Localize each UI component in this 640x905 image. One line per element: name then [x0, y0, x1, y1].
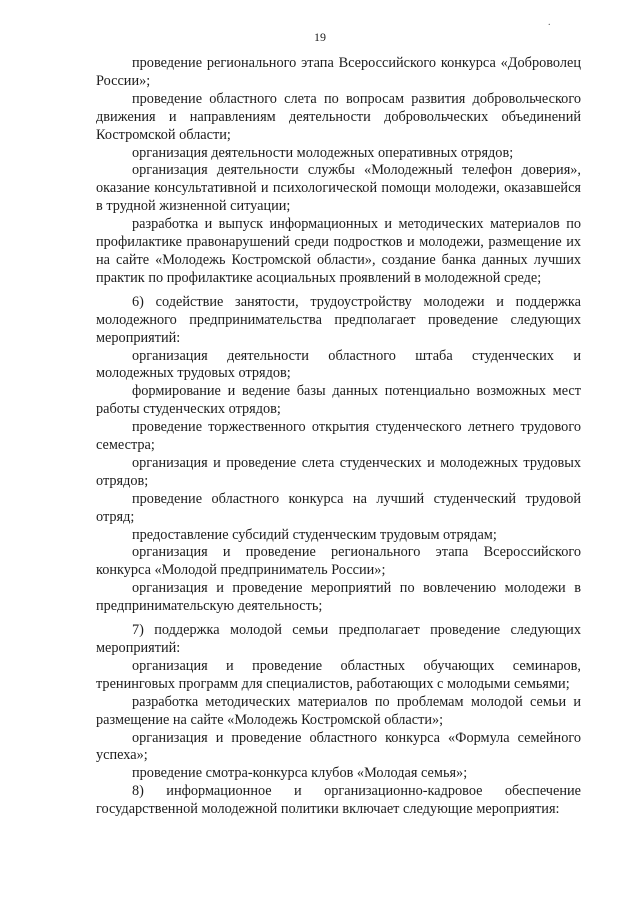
corner-mark: . [548, 17, 551, 28]
paragraph: разработка и выпуск информационных и методических материалов по профилактике правонарушений среди подростков и молодежи, размещение их на сайте «Молодежь Костромской области», создание банка данных лучших практик по профилактике асоциальных проявлений в молодежной среде; [96, 216, 581, 286]
paragraph: проведение смотра-конкурса клубов «Молодая семья»; [132, 765, 468, 782]
paragraph: предоставление субсидий студенческим трудовым отрядам; [132, 526, 497, 543]
paragraph: разработка методических материалов по проблемам молодой семьи и размещение на сайте «Молодежь Костромской области»; [96, 693, 581, 728]
paragraph: формирование и ведение базы данных потенциально возможных мест работы студенческих отрядов; [96, 383, 581, 418]
paragraph: организация деятельности молодежных оперативных отрядов; [132, 144, 514, 161]
paragraph: проведение регионального этапа Всероссийского конкурса «Доброволец России»; [96, 55, 581, 89]
paragraph: организация и проведение слета студенческих и молодежных трудовых отрядов; [96, 454, 581, 489]
paragraph: организация и проведение мероприятий по вовлечению молодежи в предпринимательскую деятельность; [96, 580, 581, 615]
paragraph: проведение областного конкурса на лучший студенческий трудовой отряд; [96, 490, 581, 525]
section-item-7: 7) поддержка молодой семьи предполагает проведение следующих мероприятий: [96, 622, 581, 656]
paragraph: проведение областного слета по вопросам развития добровольческого движения и направлениям деятельности добровольческих объединений Костромской области; [96, 90, 581, 143]
page-number: 19 [314, 30, 326, 44]
body-text [96, 55, 581, 819]
paragraph: организация деятельности службы «Молодежный телефон доверия», оказание консультативной и психологической помощи молодежи, оказавшейся в трудной жизненной ситуации; [96, 162, 581, 215]
section-item-8: 8) информационное и организационно-кадровое обеспечение государственной молодежной политики включает следующие мероприятия: [96, 783, 581, 818]
paragraph: организация и проведение областных обучающих семинаров, тренинговых программ для специалистов, работающих с молодыми семьями; [96, 657, 581, 692]
paragraph: организация деятельности областного штаба студенческих и молодежных трудовых отрядов; [96, 347, 581, 382]
section-item-6: 6) содействие занятости, трудоустройству молодежи и поддержка молодежного предпринимательства предполагает проведение следующих мероприятий: [96, 293, 581, 346]
paragraph: организация и проведение регионального этапа Всероссийского конкурса «Молодой предприниматель России»; [96, 544, 581, 579]
paragraph: проведение торжественного открытия студенческого летнего трудового семестра; [96, 419, 581, 454]
paragraph: организация и проведение областного конкурса «Формула семейного успеха»; [96, 729, 581, 764]
